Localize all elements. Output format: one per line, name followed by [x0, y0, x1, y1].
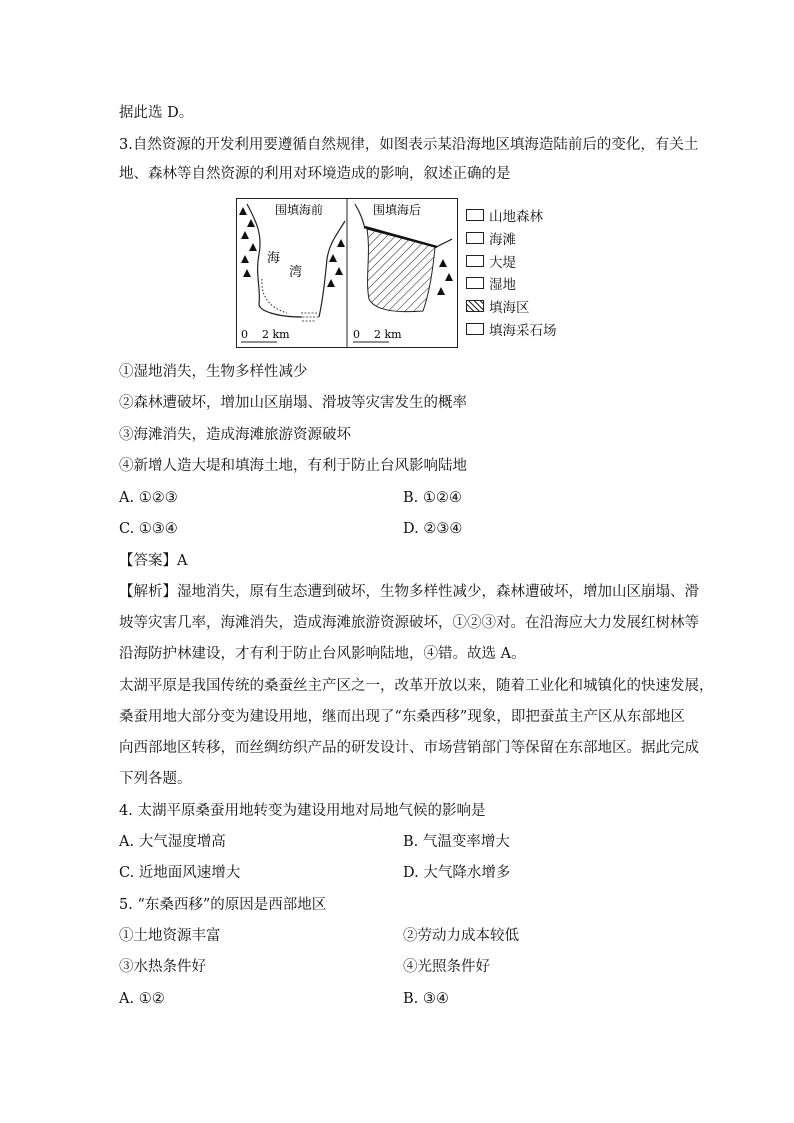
q3-analysis-line-2: 坡等灾害几率，海滩消失，造成海滩旅游资源破坏，①②③对。在沿海应大力发展红树林等 — [119, 615, 699, 631]
q4-option-b: B. 气温变率增大 — [403, 834, 510, 850]
panel-before-title: 围填海前 — [274, 203, 324, 217]
q3-option-c: C. ①③④ — [119, 521, 178, 537]
q3-analysis-line-3: 沿海防护林建设，才有利于防止台风影响陆地，④错。故选 A。 — [119, 646, 526, 662]
scale-before: 0 2 km — [241, 328, 290, 341]
passage-line-2: 桑蚕用地大部分变为建设用地，继而出现了“东桑西移”现象，即把蚕茧主产区从东部地区 — [119, 709, 685, 725]
q5-option-a: A. ①② — [119, 991, 165, 1007]
passage-line-4: 下列各题。 — [119, 771, 192, 787]
q4-option-c: C. 近地面风速增大 — [119, 865, 241, 881]
q5-statement-4: ④光照条件好 — [403, 959, 490, 975]
previous-answer-line: 据此选 D。 — [119, 105, 194, 121]
bay-label-1: 海 — [267, 251, 281, 266]
reclamation-map-figure — [236, 198, 458, 348]
q3-stem-line-1: 3.自然资源的开发利用要遵循自然规律，如图表示某沿海地区填海造陆前后的变化，有关土 — [119, 137, 699, 153]
legend-quarry: 填海采石场 — [466, 317, 557, 340]
legend-wetland: 湿地 — [466, 272, 557, 295]
panel-after-title: 围填海后 — [372, 203, 422, 217]
scale-after: 0 2 km — [353, 328, 402, 341]
reclamation-area — [367, 229, 435, 312]
quarry-icon — [466, 323, 484, 335]
passage-line-3: 向西部地区转移，而丝绸纺织产品的研发设计、市场营销部门等保留在东部地区。据此完成 — [119, 740, 699, 756]
q4-stem: 4. 太湖平原桑蚕用地转变为建设用地对局地气候的影响是 — [119, 803, 486, 819]
legend-forest: 山地森林 — [466, 204, 557, 227]
q5-statement-2: ②劳动力成本较低 — [403, 928, 519, 944]
q3-statement-1: ①湿地消失，生物多样性减少 — [119, 364, 308, 380]
q3-statement-3: ③海滩消失，造成海滩旅游资源破坏 — [119, 427, 351, 443]
coastline-east-before — [319, 221, 345, 317]
beach-icon — [466, 232, 484, 244]
q4-option-d: D. 大气降水增多 — [403, 865, 511, 881]
q3-option-b: B. ①②④ — [403, 490, 462, 506]
legend-reclamation: 填海区 — [466, 295, 557, 318]
q3-statement-4: ④新增人造大堤和填海土地，有利于防止台风影响陆地 — [119, 458, 467, 474]
map-drawing — [237, 199, 457, 347]
q5-stem: 5. “东桑西移”的原因是西部地区 — [119, 897, 327, 913]
q5-statement-1: ①土地资源丰富 — [119, 928, 221, 944]
forest-after — [437, 259, 453, 295]
q3-statement-2: ②森林遭破坏，增加山区崩塌、滑坡等灾害发生的概率 — [119, 395, 467, 411]
passage-line-1: 太湖平原是我国传统的桑蚕丝主产区之一，改革开放以来，随着工业化和城镇化的快速发展， — [119, 678, 714, 694]
q5-option-b: B. ③④ — [403, 991, 449, 1007]
q3-option-a: A. ①②③ — [119, 490, 178, 506]
reclamation-area-icon — [466, 300, 484, 312]
dike-icon — [466, 255, 484, 267]
wetland-icon — [466, 277, 484, 289]
legend-beach: 海滩 — [466, 227, 557, 250]
legend-dike: 大堤 — [466, 249, 557, 272]
q3-option-d: D. ②③④ — [403, 521, 463, 537]
map-legend — [466, 204, 557, 340]
q4-option-a: A. 大气湿度增高 — [119, 834, 226, 850]
mountain-forest-icon — [466, 209, 484, 221]
bay-label-2: 湾 — [289, 265, 303, 280]
q3-answer: 【答案】A — [119, 553, 188, 569]
q3-analysis-line-1: 【解析】湿地消失，原有生态遭到破坏，生物多样性减少，森林遭破坏，增加山区崩塌、滑 — [119, 584, 699, 600]
q5-statement-3: ③水热条件好 — [119, 959, 206, 975]
q3-stem-line-2: 地、森林等自然资源的利用对环境造成的影响，叙述正确的是 — [119, 166, 511, 182]
beach-before — [262, 279, 287, 313]
